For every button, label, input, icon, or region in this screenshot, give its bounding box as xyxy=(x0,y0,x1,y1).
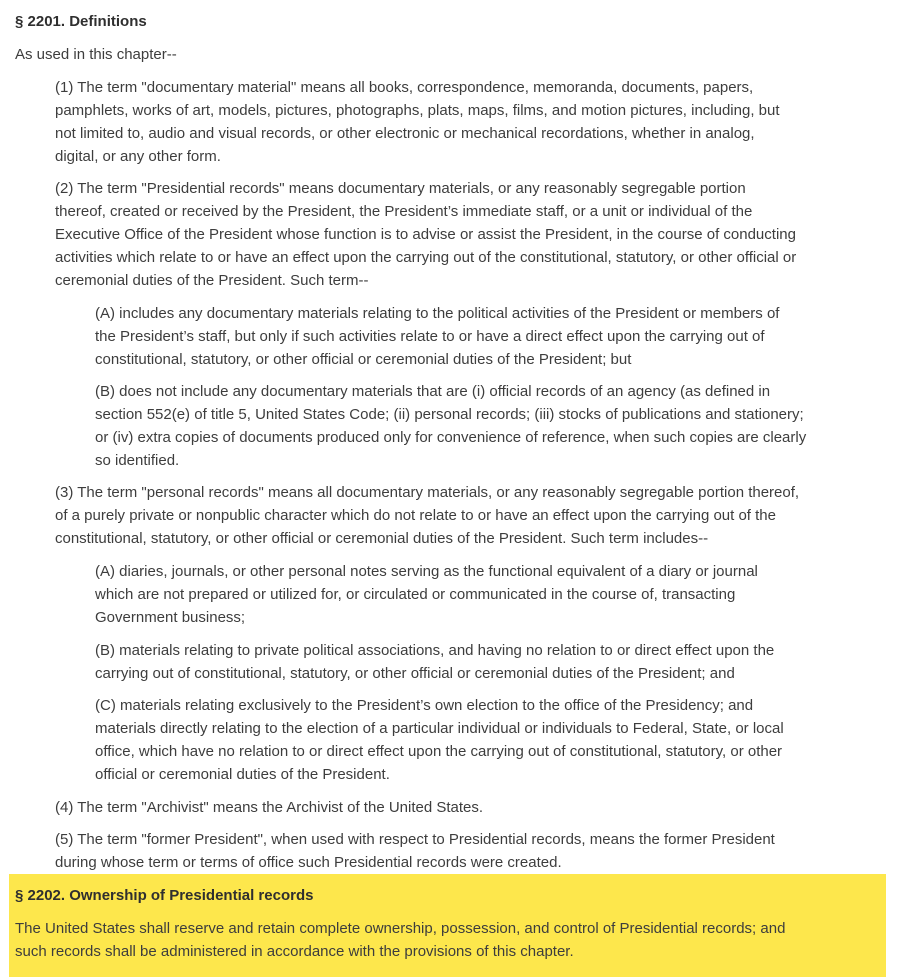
section-2201-intro: As used in this chapter-- xyxy=(15,46,177,63)
definition-3-a: (A) diaries, journals, or other personal notes serving as the functional equivalent of a diary or journal which are not prepared or utilized for, or circulated or communicated in the course of, transacting Government business; xyxy=(95,563,758,626)
section-2202-title: § 2202. Ownership of Presidential records xyxy=(15,887,314,904)
section-2202-highlight xyxy=(9,874,886,977)
definition-1: (1) The term "documentary material" means all books, correspondence, memoranda, documents, papers, pamphlets, works of art, models, pictures, photographs, plats, maps, films, and motion pictures, including, but not limited to, audio and visual records, or other electronic or mechanical recordations, whether in analog, digital, or any other form. xyxy=(55,79,780,165)
definition-2-b: (B) does not include any documentary materials that are (i) official records of an agency (as defined in section 552(e) of title 5, United States Code; (ii) personal records; (iii) stocks of publications and stationery; or (iv) extra copies of documents produced only for convenience of reference, when such copies are clearly so identified. xyxy=(95,383,807,469)
definition-2-a: (A) includes any documentary materials relating to the political activities of the President or members of the President’s staff, but only if such activities relate to or have a direct effect upon the carrying out of constitutional, statutory, or other official or ceremonial duties of the President; but xyxy=(95,305,780,368)
definition-3-c: (C) materials relating exclusively to the President’s own election to the office of the Presidency; and materials directly relating to the election of a particular individual or individuals to Federal, State, or local office, which have no relation to or direct effect upon the carrying out of constitutional, statutory, or other official or ceremonial duties of the President. xyxy=(95,697,784,783)
definition-2: (2) The term "Presidential records" means documentary materials, or any reasonably segregable portion thereof, created or received by the President, the President’s immediate staff, or a unit or individual of the Executive Office of the President whose function is to advise or assist the President, in the course of conducting activities which relate to or have an effect upon the carrying out of the constitutional, statutory, or other official or ceremonial duties of the President. Such term-- xyxy=(55,180,797,289)
definition-3: (3) The term "personal records" means all documentary materials, or any reasonably segregable portion thereof, of a purely private or nonpublic character which do not relate to or have an effect upon the carrying out of the constitutional, statutory, or other official or ceremonial duties of the President. Such term includes-- xyxy=(55,484,800,547)
definition-5: (5) The term "former President", when used with respect to Presidential records, means the former President during whose term or terms of office such Presidential records were created. xyxy=(55,831,775,871)
section-2201-title: § 2201. Definitions xyxy=(15,13,147,30)
section-2202-body: The United States shall reserve and retain complete ownership, possession, and control of Presidential records; and such records shall be administered in accordance with the provisions of this chapter. xyxy=(15,920,786,960)
definition-3-b: (B) materials relating to private political associations, and having no relation to or direct effect upon the carrying out of constitutional, statutory, or other official or ceremonial duties of the President; and xyxy=(95,642,775,682)
definition-4: (4) The term "Archivist" means the Archivist of the United States. xyxy=(55,799,484,816)
